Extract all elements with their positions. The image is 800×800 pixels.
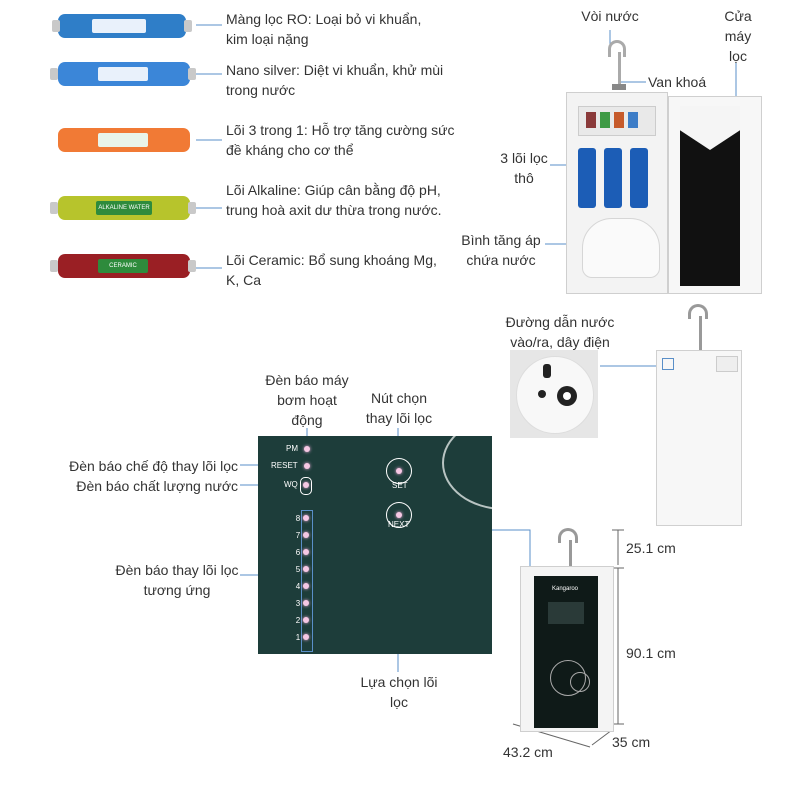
filter-num-2: 2 xyxy=(295,616,301,625)
filter-num-8: 8 xyxy=(295,514,301,523)
coarse-filters-label: 3 lõi lọc thô xyxy=(500,150,548,186)
filter-num-4: 4 xyxy=(295,582,301,591)
filter-led-1 xyxy=(303,634,309,640)
filter-nano-desc: Nano silver: Diệt vi khuẩn, khử mùi trong nước xyxy=(226,62,444,98)
filter-num-3: 3 xyxy=(295,599,301,608)
wq-label: WQ xyxy=(284,480,298,489)
pm-led-desc: Đèn báo máy bơm hoạt động xyxy=(265,372,349,428)
brand-logo: Kangaroo xyxy=(552,586,579,592)
faucet-label: Vòi nước xyxy=(581,8,639,24)
filter-ro xyxy=(58,14,186,38)
faucet-top xyxy=(600,36,624,92)
dim-width: 43.2 cm xyxy=(503,744,553,760)
reset-label: RESET xyxy=(271,461,298,470)
reset-led-desc: Đèn báo chế độ thay lõi lọc xyxy=(69,458,238,474)
filter-led-5 xyxy=(303,566,309,572)
filter-ceramic-desc: Lõi Ceramic: Bổ sung khoáng Mg, K, Ca xyxy=(226,252,437,288)
wq-led-dot xyxy=(303,482,309,488)
filter-led-6 xyxy=(303,549,309,555)
filter-leds-desc: Đèn báo thay lõi lọc tương ứng xyxy=(115,562,239,598)
filter-led-2 xyxy=(303,617,309,623)
filter-ceramic: CERAMIC xyxy=(58,254,190,278)
open-machine xyxy=(566,92,762,294)
next-button-desc: Lựa chọn lõi lọc xyxy=(360,674,438,710)
filter-num-5: 5 xyxy=(295,565,301,574)
filter-ro-desc: Màng lọc RO: Loại bỏ vi khuẩn, kim loại nặng xyxy=(226,11,422,47)
pressure-tank-label: Bình tăng áp chứa nước xyxy=(461,232,541,268)
filter-num-1: 1 xyxy=(295,633,301,642)
inlet-closeup xyxy=(510,350,598,438)
filter-led-3 xyxy=(303,600,309,606)
dim-body-height: 90.1 cm xyxy=(626,645,676,661)
filter-alkaline-desc: Lõi Alkaline: Giúp cân bằng độ pH, trung hoà axit dư thừa trong nước. xyxy=(226,182,442,218)
inlet-label: Đường dẫn nước vào/ra, dây điện xyxy=(505,314,615,350)
filter-3in1-desc: Lõi 3 trong 1: Hỗ trợ tăng cường sức đề kháng cho cơ thể xyxy=(226,122,455,158)
pm-label: PM xyxy=(286,444,298,453)
next-label: NEXT xyxy=(388,520,410,529)
filter-num-6: 6 xyxy=(295,548,301,557)
dim-top-height: 25.1 cm xyxy=(626,540,676,556)
filter-led-4 xyxy=(303,583,309,589)
filter-led-7 xyxy=(303,532,309,538)
filter-num-7: 7 xyxy=(295,531,301,540)
filter-nano-silver xyxy=(58,62,190,86)
reset-led xyxy=(304,463,310,469)
filter-alkaline: ALKALINE WATER xyxy=(58,196,190,220)
door-label: Cửa máy lọc xyxy=(724,8,752,64)
set-label: SET xyxy=(392,481,408,490)
machine-front xyxy=(520,524,614,734)
set-button-desc: Nút chọn thay lõi lọc xyxy=(365,390,433,426)
dim-depth: 35 cm xyxy=(612,734,651,750)
filter-3in1 xyxy=(58,128,190,152)
wq-led-desc: Đèn báo chất lượng nước xyxy=(76,478,238,494)
lock-valve-label: Van khoá xyxy=(648,74,707,90)
filter-led-8 xyxy=(303,515,309,521)
machine-back xyxy=(656,300,742,526)
pm-led xyxy=(304,446,310,452)
